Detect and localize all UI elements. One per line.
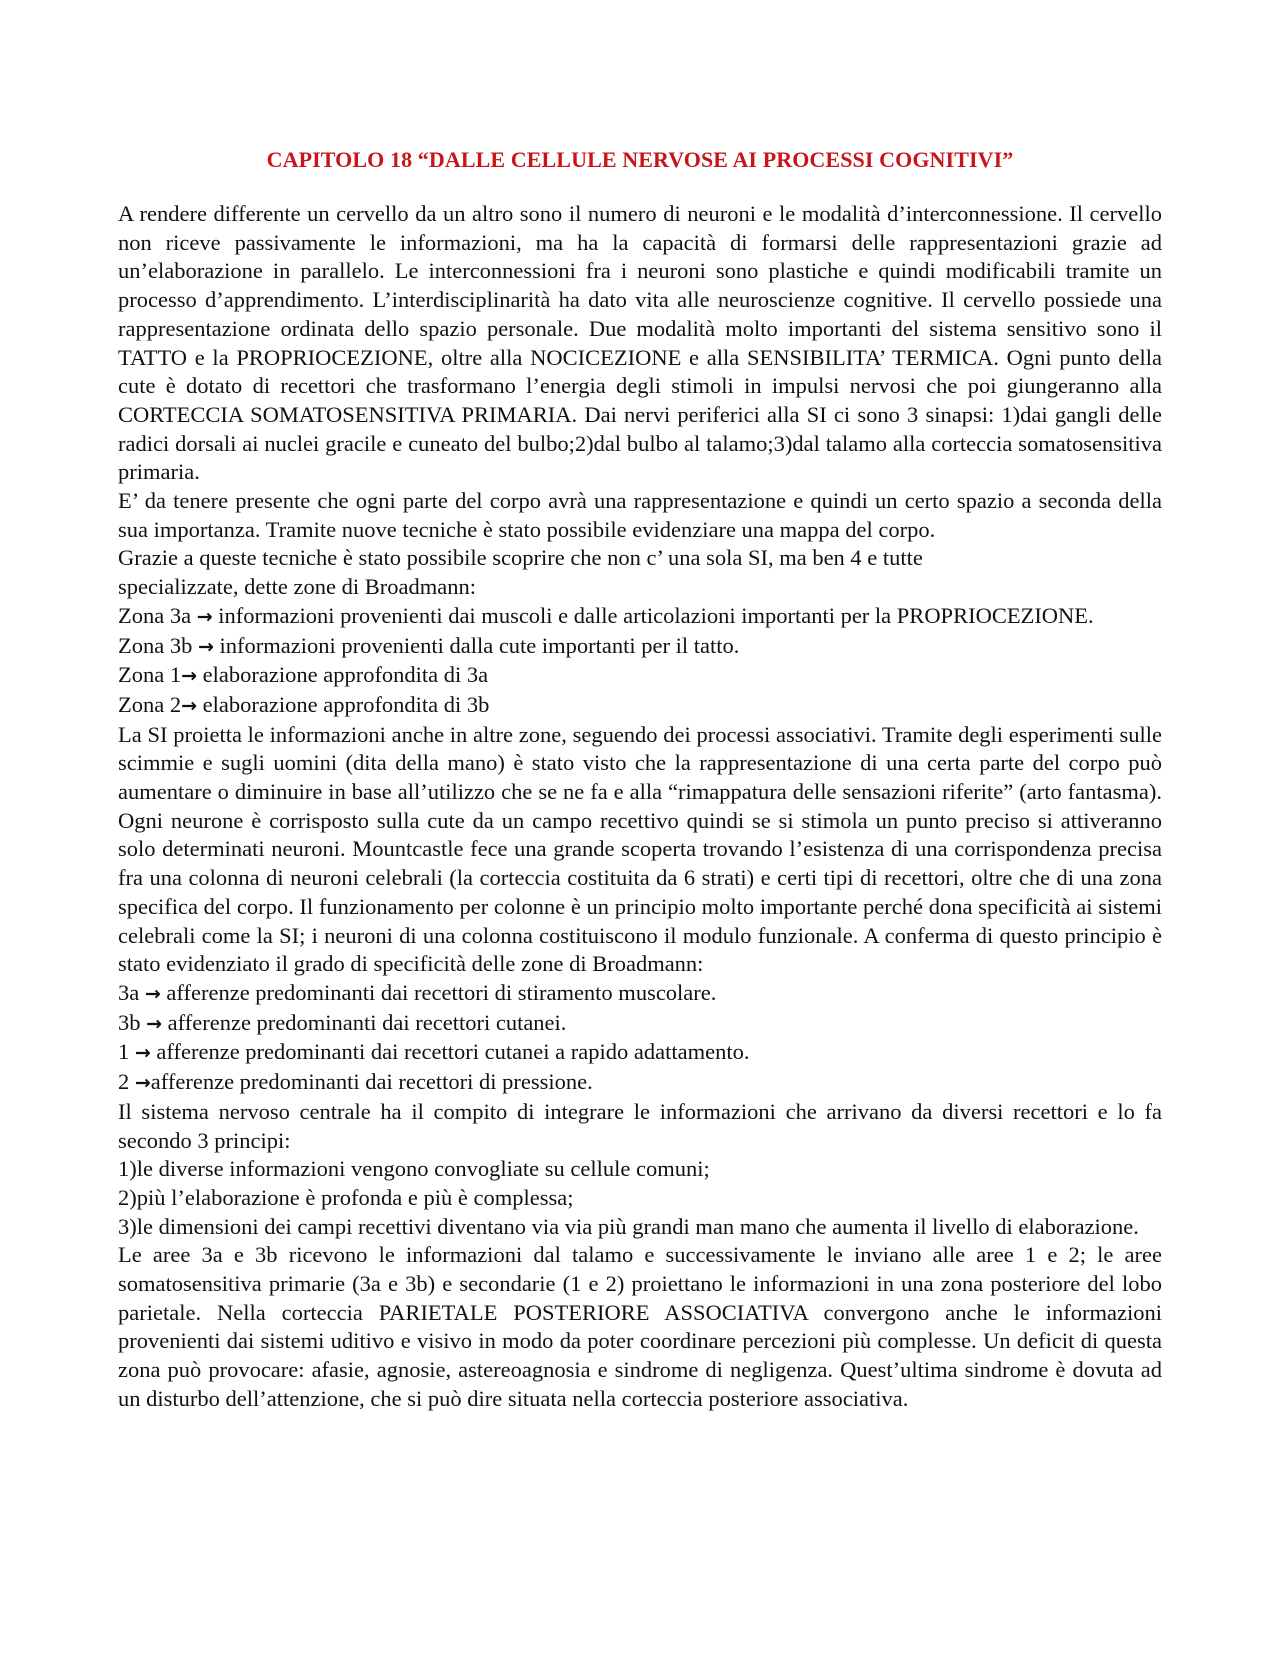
paragraph-integration: Il sistema nervoso centrale ha il compito di integrare le informazioni che arrivano da diversi recettori e lo fa secondo 3 principi: [118,1098,1162,1153]
arrow-right-icon: → [181,694,198,717]
arrow-right-icon: → [144,982,161,1005]
arrow-right-icon: → [196,605,213,628]
specificity-text: afferenze predominanti dai recettori di stiramento muscolare. [166,979,717,1005]
specificity-text: afferenze predominanti dai recettori di pressione. [150,1069,593,1095]
specificity-text: afferenze predominanti dai recettori cutanei a rapido adattamento. [156,1039,750,1065]
specificity-item [118,1009,1162,1039]
zone-text: elaborazione approfondita di 3a [202,662,489,688]
arrow-right-icon: → [146,1012,163,1035]
zone-list [118,602,1162,721]
paragraph-intro: A rendere differente un cervello da un altro sono il numero di neuroni e le modalità d’interconnessione. Il cervello non riceve passivamente le informazioni, ma ha la capacità di formarsi delle rappresentazioni grazie ad un’elaborazione in parallelo. Le interconnessioni fra i neuroni sono plastiche e quindi modificabili tramite un processo d’apprendimento. L’interdisciplinarità ha dato vita alle neuroscienze cognitive. Il cervello possiede una rappresentazione ordinata dello spazio personale. Due modalità molto importanti del sistema sensitivo sono il TATTO e la PROPRIOCEZIONE, oltre alla NOCICEZIONE e alla SENSIBILITA’ TERMICA. Ogni punto della cute è dotato di recettori che trasformano l’energia degli stimoli in impulsi nervosi che poi giungeranno alla CORTECCIA SOMATOSENSITIVA PRIMARIA. Dai nervi periferici alla SI ci sono 3 sinapsi: 1)dai gangli delle radici dorsali ai nuclei gracile e cuneato del bulbo;2)dal bulbo al talamo;3)dal talamo alla corteccia somatosensitiva primaria. [118,201,1162,485]
zone-item [118,691,1162,721]
specificity-label: 2 [118,1069,130,1095]
zone-label: Zona 2 [118,691,182,717]
specificity-label: 3a [118,979,140,1005]
paragraph-techniques-line1: Grazie a queste tecniche è stato possibile scoprire che non c’ una sola SI, ma ben 4 e tutte [118,545,923,571]
zone-text: informazioni provenienti dalla cute importanti per il tatto. [219,632,740,658]
zone-text: elaborazione approfondita di 3b [202,691,490,717]
zone-label: Zona 1 [118,662,182,688]
paragraph-parietal: Le aree 3a e 3b ricevono le informazioni dal talamo e successivamente le inviano alle aree 1 e 2; le aree somatosensitiva primarie (3a e 3b) e secondarie (1 e 2) proiettano le informazioni in una zona posteriore del lobo parietale. Nella corteccia PARIETALE POSTERIORE ASSOCIATIVA convergono anche le informazioni provenienti dai sistemi uditivo e visivo in modo da poter coordinare percezioni più complesse. Un deficit di questa zona può provocare: afasie, agnosie, astereoagnosia e sindrome di negligenza. Quest’ultima sindrome è dovuta ad un disturbo dell’attenzione, che si può dire situata nella corteccia posteriore associativa. [118,1242,1162,1411]
principles-list [118,1155,1162,1241]
zone-label: Zona 3a [118,602,192,628]
specificity-text: afferenze predominanti dai recettori cutanei. [167,1009,567,1035]
arrow-right-icon: → [134,1042,151,1065]
paragraph-body-map: E’ da tenere presente che ogni parte del corpo avrà una rappresentazione e quindi un certo spazio a seconda della sua importanza. Tramite nuove tecniche è stato possibile evidenziare una mappa del corpo. [118,488,1162,542]
arrow-right-icon: → [134,1072,151,1095]
zone-item [118,632,1162,662]
principle-item: 2)più l’elaborazione è profonda e più è complessa; [118,1184,574,1210]
arrow-right-icon: → [197,635,214,658]
zone-label: Zona 3b [118,632,193,658]
paragraph-techniques-line2: specializzate, dette zone di Broadmann: [118,574,476,600]
principle-item: 3)le dimensioni dei campi recettivi diventano via via più grandi man mano che aumenta il livello di elaborazione. [118,1213,1139,1239]
specificity-item [118,979,1162,1009]
zone-text: informazioni provenienti dai muscoli e dalle articolazioni importanti per la PROPRIOCEZIONE. [218,602,1094,628]
specificity-label: 1 [118,1039,130,1065]
specificity-list [118,979,1162,1098]
zone-item [118,602,1162,632]
paragraph-projection: La SI proietta le informazioni anche in altre zone, seguendo dei processi associativi. Tramite degli esperimenti sulle scimmie e sugli uomini (dita della mano) è stato visto che la rappresentazione di una certa parte del corpo può aumentare o diminuire in base all’utilizzo che se ne fa e alla “rimappatura delle sensazioni riferite” (arto fantasma). Ogni neurone è corrisposto sulla cute da un campo recettivo quindi se si stimola un punto preciso si attiveranno solo determinati neuroni. Mountcastle fece una grande scoperta trovando l’esistenza di una corrispondenza precisa fra una colonna di neuroni celebrali (la corteccia costituita da 6 strati) e certi tipi di recettori, oltre che di una zona specifica del corpo. Il funzionamento per colonne è un principio molto importante perché dona specificità ai sistemi celebrali come la SI; i neuroni di una colonna costituiscono il modulo funzionale. A conferma di questo principio è stato evidenziato il grado di specificità delle zone di Broadmann: [118,721,1162,977]
document-page [118,146,1162,1414]
zone-item [118,661,1162,691]
specificity-item [118,1038,1162,1068]
principle-item: 1)le diverse informazioni vengono convogliate su cellule comuni; [118,1156,710,1182]
chapter-title: CAPITOLO 18 “DALLE CELLULE NERVOSE AI PROCESSI COGNITIVI” [266,147,1014,172]
specificity-item [118,1068,1162,1098]
specificity-label: 3b [118,1009,141,1035]
arrow-right-icon: → [181,665,198,688]
